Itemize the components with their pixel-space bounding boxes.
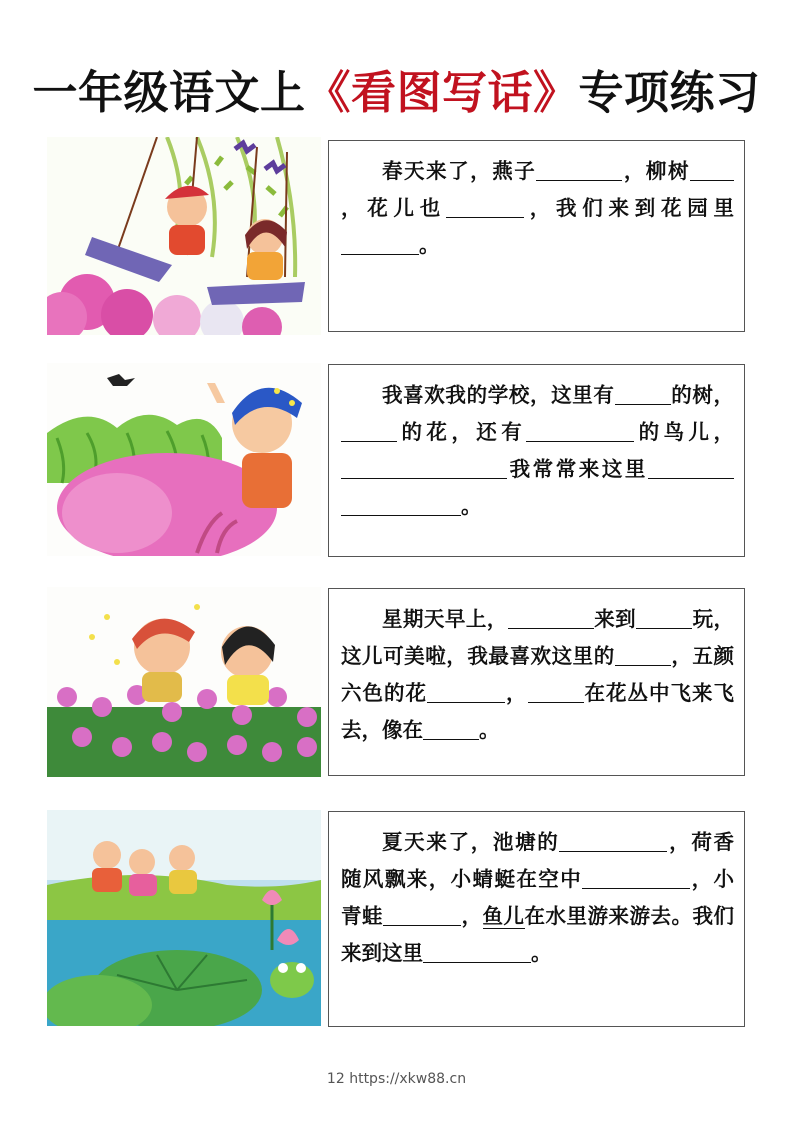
- illustration-swing: [47, 137, 321, 335]
- exercise-text-1: 春天来了，燕子 ，柳树，花儿也 ，我们来到花园里。: [341, 159, 734, 257]
- blank[interactable]: [690, 158, 734, 181]
- blank[interactable]: [423, 940, 531, 963]
- blank[interactable]: [582, 866, 690, 889]
- page-number: 12: [326, 1071, 345, 1087]
- blank[interactable]: [559, 829, 667, 852]
- blank[interactable]: [508, 606, 594, 629]
- title-suffix: 专项练习: [578, 66, 761, 119]
- swing-picture: [47, 137, 321, 335]
- garden-picture: [47, 587, 321, 777]
- exercise-text-4: 夏天来了，池塘的 ，荷香随风飘来，小蜻蜓在空中 ，小青蛙 ，鱼儿在水里游来游去。我们来到这里 。: [341, 830, 735, 965]
- blank[interactable]: [615, 382, 671, 405]
- blank[interactable]: [341, 493, 461, 516]
- blank[interactable]: [536, 158, 622, 181]
- illustration-pond: [47, 810, 321, 1026]
- exercise-box-3: [328, 588, 745, 776]
- page-title: [0, 56, 793, 121]
- blank[interactable]: [341, 456, 507, 479]
- illustration-school: [47, 363, 321, 556]
- blank[interactable]: [427, 680, 505, 703]
- pond-picture: [47, 810, 321, 1026]
- blank[interactable]: [648, 456, 734, 479]
- page-footer: [0, 1071, 793, 1087]
- underlined-word: 鱼儿: [482, 904, 525, 928]
- blank[interactable]: [423, 717, 479, 740]
- blank[interactable]: [341, 419, 397, 442]
- title-prefix: 一年级语文上: [32, 66, 306, 119]
- exercise-box-2: [328, 364, 745, 557]
- blank[interactable]: [383, 903, 461, 926]
- exercise-text-3: 星期天早上， 来到 玩，这儿可美啦，我最喜欢这里的 ，五颜六色的花 ， 在花丛中飞来飞去，像在 。: [341, 607, 735, 742]
- blank[interactable]: [528, 680, 584, 703]
- exercise-box-1: [328, 140, 745, 332]
- blank[interactable]: [615, 643, 671, 666]
- illustration-garden: [47, 587, 321, 777]
- exercise-text-2: 我喜欢我的学校，这里有 的树，的花，还有 的鸟儿，我常常来这里。: [341, 377, 734, 525]
- footer-url: https://xkw88.cn: [349, 1071, 467, 1087]
- exercise-box-4: [328, 811, 745, 1027]
- blank[interactable]: [526, 419, 634, 442]
- title-highlight: 《看图写话》: [305, 66, 579, 119]
- blank[interactable]: [636, 606, 692, 629]
- blank[interactable]: [446, 195, 524, 218]
- blank[interactable]: [341, 232, 419, 255]
- school-picture: [47, 363, 321, 556]
